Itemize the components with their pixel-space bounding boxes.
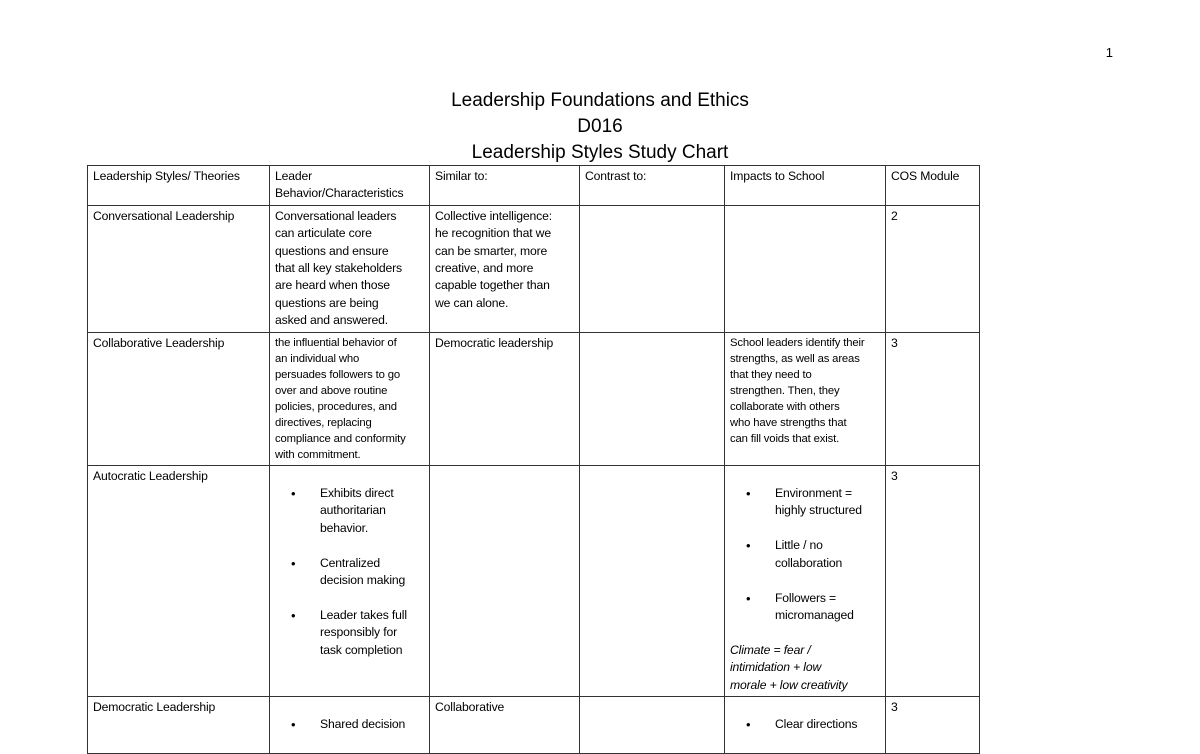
course-title: Leadership Foundations and Ethics — [451, 90, 749, 111]
style-cell: Conversational Leadership — [88, 205, 270, 332]
impacts-cell — [725, 465, 886, 696]
document-title — [0, 88, 1200, 166]
list-item: • Centralized decision making — [320, 555, 424, 590]
chart-title: Leadership Styles Study Chart — [471, 142, 729, 163]
table-row — [88, 696, 980, 753]
study-chart-table — [87, 165, 980, 754]
header-cell: Leadership Styles/ Theories — [88, 166, 270, 206]
table-row — [88, 205, 980, 332]
contrast-cell — [580, 205, 725, 332]
course-code: D016 — [577, 116, 623, 137]
similar-cell: Collaborative — [430, 696, 580, 753]
contrast-cell — [580, 332, 725, 465]
list-item: • Followers = micromanaged — [775, 590, 880, 625]
impacts-list — [730, 699, 880, 751]
behavior-cell: the influential behavior of an individual who persuades followers to go over and above routine policies, procedures, and directives, replacing compliance and conformity with commitment. — [270, 332, 430, 465]
header-row — [88, 166, 980, 206]
page-number: 1 — [1105, 45, 1113, 60]
list-item: • Little / no collaboration — [775, 537, 880, 572]
impacts-cell: School leaders identify their strengths, as well as areas that they need to strengthen. Then, they collaborate with others who have strengths that can fill voids that exist. — [725, 332, 886, 465]
list-item: • Exhibits direct authoritarian behavior. — [320, 485, 424, 537]
list-item: • Leader takes full responsibly for task completion — [320, 607, 424, 659]
list-item: • Shared decision — [320, 716, 424, 733]
impacts-list — [730, 468, 880, 642]
behavior-list — [275, 468, 424, 677]
contrast-cell — [580, 465, 725, 696]
header-cell: Similar to: — [430, 166, 580, 206]
impacts-cell — [725, 205, 886, 332]
style-cell: Autocratic Leadership — [88, 465, 270, 696]
header-cell: COS Module — [886, 166, 980, 206]
contrast-cell — [580, 696, 725, 753]
behavior-cell — [270, 465, 430, 696]
similar-cell — [430, 465, 580, 696]
style-cell: Collaborative Leadership — [88, 332, 270, 465]
behavior-cell — [270, 696, 430, 753]
similar-cell: Collective intelligence: he recognition that we can be smarter, more creative, and more capable together than we can alone. — [430, 205, 580, 332]
table-row — [88, 465, 980, 696]
style-cell: Democratic Leadership — [88, 696, 270, 753]
climate-note: Climate = fear / intimidation + low morale + low creativity — [730, 642, 848, 692]
module-cell: 3 — [886, 696, 980, 753]
module-cell: 2 — [886, 205, 980, 332]
similar-cell: Democratic leadership — [430, 332, 580, 465]
impacts-cell — [725, 696, 886, 753]
header-cell: Leader Behavior/Characteristics — [270, 166, 430, 206]
behavior-list — [275, 699, 424, 751]
table-row — [88, 332, 980, 465]
header-cell: Impacts to School — [725, 166, 886, 206]
header-cell: Contrast to: — [580, 166, 725, 206]
list-item: • Environment = highly structured — [775, 485, 880, 520]
module-cell: 3 — [886, 465, 980, 696]
behavior-cell: Conversational leaders can articulate core questions and ensure that all key stakeholders are heard when those questions are being asked and answered. — [270, 205, 430, 332]
module-cell: 3 — [886, 332, 980, 465]
list-item: • Clear directions — [775, 716, 880, 733]
